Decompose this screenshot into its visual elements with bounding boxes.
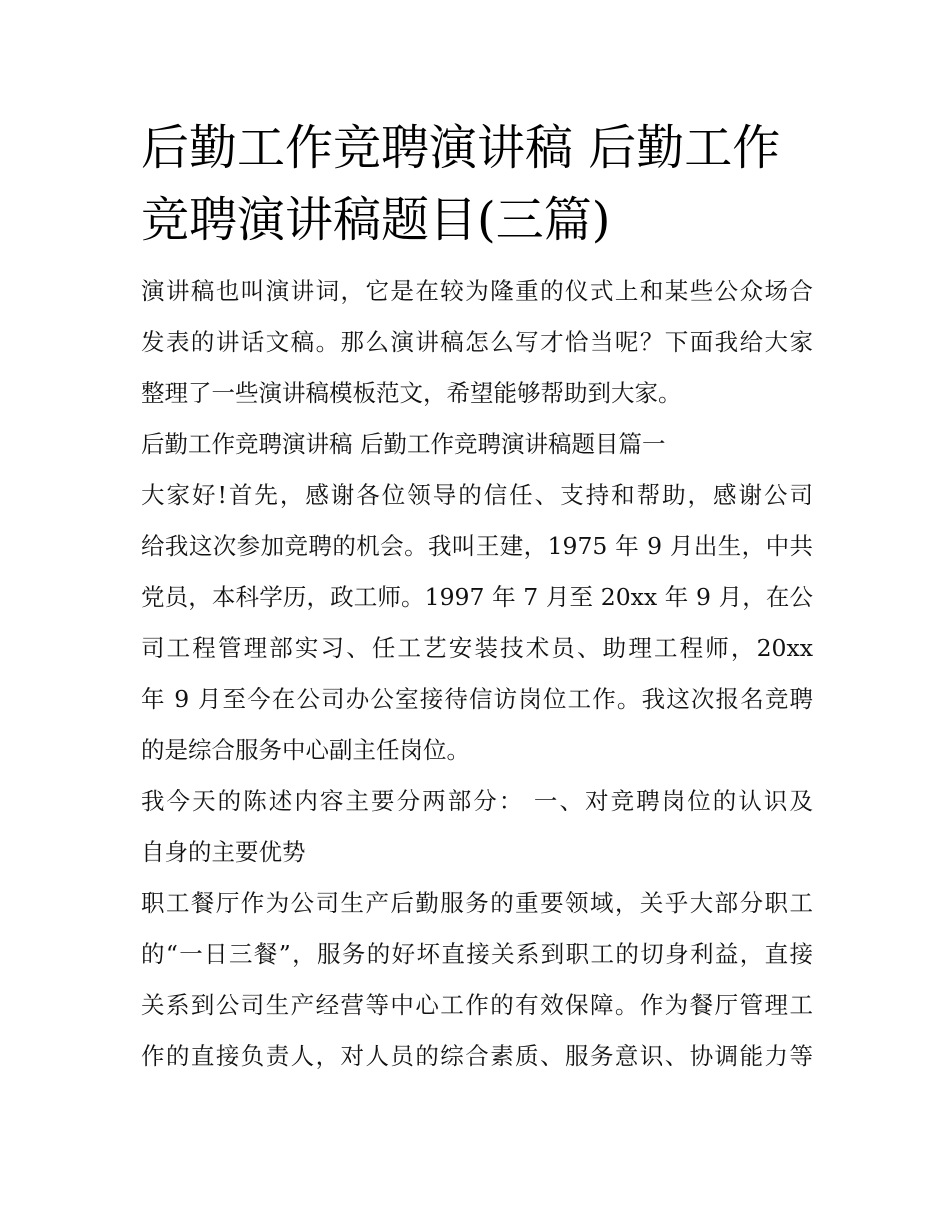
text-line: 大家好!首先，感谢各位领导的信任、支持和帮助，感谢公司 bbox=[141, 481, 813, 509]
document-body bbox=[141, 266, 813, 1082]
text-line: 的是综合服务中心副主任岗位。 bbox=[141, 736, 470, 764]
title-line: 竞聘演讲稿题目(三篇) bbox=[141, 192, 611, 248]
document-title bbox=[141, 112, 813, 256]
text-line: 的“一日三餐”，服务的好坏直接关系到职工的切身利益，直接 bbox=[141, 940, 813, 968]
title-line: 后勤工作竞聘演讲稿 后勤工作 bbox=[141, 120, 781, 176]
outline-paragraph bbox=[141, 776, 813, 878]
text-line: 整理了一些演讲稿模板范文，希望能够帮助到大家。 bbox=[141, 379, 682, 407]
text-line: 作的直接负责人，对人员的综合素质、服务意识、协调能力等 bbox=[141, 1042, 813, 1070]
text-line: 年 9 月至今在公司办公室接待信访岗位工作。我这次报名竞聘 bbox=[141, 685, 813, 713]
section-heading bbox=[141, 419, 813, 470]
text-line: 发表的讲话文稿。那么演讲稿怎么写才恰当呢？下面我给大家 bbox=[141, 328, 813, 356]
text-line: 演讲稿也叫演讲词，它是在较为隆重的仪式上和某些公众场合 bbox=[141, 277, 813, 305]
text-line: 职工餐厅作为公司生产后勤服务的重要领域，关乎大部分职工 bbox=[141, 889, 813, 917]
document-content bbox=[141, 112, 813, 1082]
text-line: 自身的主要优势 bbox=[141, 838, 306, 866]
text-line: 关系到公司生产经营等中心工作的有效保障。作为餐厅管理工 bbox=[141, 991, 813, 1019]
self-introduction-paragraph bbox=[141, 470, 813, 776]
text-line: 党员，本科学历，政工师。1997 年 7 月至 20xx 年 9 月，在公 bbox=[141, 583, 813, 611]
intro-paragraph bbox=[141, 266, 813, 419]
cafeteria-paragraph bbox=[141, 878, 813, 1082]
text-line: 司工程管理部实习、任工艺安装技术员、助理工程师，20xx bbox=[141, 634, 813, 662]
text-line: 给我这次参加竞聘的机会。我叫王建，1975 年 9 月出生，中共 bbox=[141, 532, 813, 560]
text-line: 后勤工作竞聘演讲稿 后勤工作竞聘演讲稿题目篇一 bbox=[141, 430, 666, 458]
text-line: 我今天的陈述内容主要分两部分： 一、对竞聘岗位的认识及 bbox=[141, 787, 813, 815]
